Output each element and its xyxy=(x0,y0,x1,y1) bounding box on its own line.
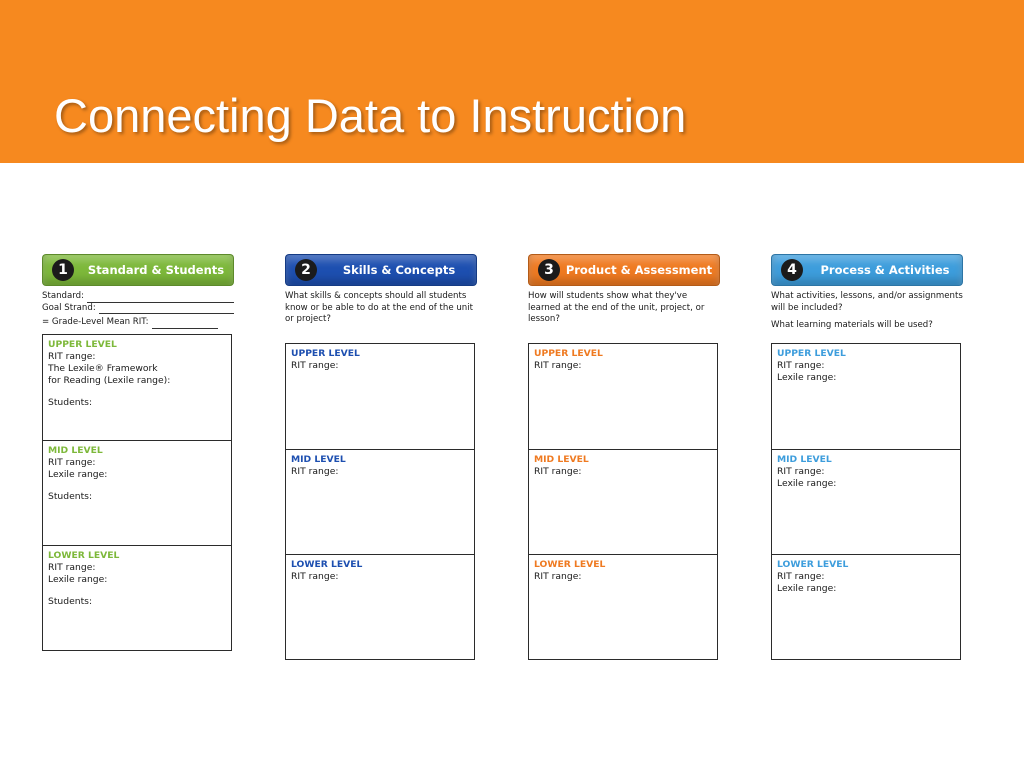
students-label: Students: xyxy=(48,397,93,408)
step-header-standard-students xyxy=(42,254,234,286)
column-prompt xyxy=(285,291,477,343)
column-prompt xyxy=(771,291,963,343)
rit-range-label: RIT range: xyxy=(291,571,339,582)
lower-level-cell xyxy=(286,554,474,659)
students-label: Students: xyxy=(48,596,93,607)
upper-level-title: UPPER LEVEL xyxy=(48,339,117,350)
students-label: Students: xyxy=(48,491,93,502)
mid-level-title: MID LEVEL xyxy=(534,454,589,465)
prompt-text: How will students show what they've learned at the end of the unit, project, or lesson? xyxy=(528,291,705,324)
lexile-range-label: Lexile range: xyxy=(48,469,108,480)
mid-level-cell xyxy=(772,449,960,554)
standard-blank xyxy=(87,294,234,303)
upper-level-title: UPPER LEVEL xyxy=(777,348,846,359)
lower-level-title: LOWER LEVEL xyxy=(48,550,120,561)
mid-level-cell xyxy=(43,440,231,545)
lexile-range-label: for Reading (Lexile range): xyxy=(48,375,171,386)
rit-range-label: RIT range: xyxy=(291,466,339,477)
goal-strand-blank xyxy=(99,305,234,314)
grade-mean-label: = Grade-Level Mean RIT: xyxy=(42,317,149,327)
step-header-product-assessment xyxy=(528,254,720,286)
upper-level-title: UPPER LEVEL xyxy=(534,348,603,359)
lower-level-title: LOWER LEVEL xyxy=(534,559,606,570)
rit-range-label: RIT range: xyxy=(777,571,825,582)
column-prompt xyxy=(528,291,720,343)
step-number-badge: 4 xyxy=(781,259,803,281)
lexile-range-label: Lexile range: xyxy=(777,583,837,594)
lexile-range-label: Lexile range: xyxy=(48,574,108,585)
lower-level-title: LOWER LEVEL xyxy=(777,559,849,570)
rit-range-label: RIT range: xyxy=(291,360,339,371)
mid-level-cell xyxy=(286,449,474,554)
step-number-badge: 2 xyxy=(295,259,317,281)
lexile-framework-label: The Lexile® Framework xyxy=(48,363,158,374)
lower-level-cell xyxy=(772,554,960,659)
goal-strand-label: Goal Strand: xyxy=(42,302,96,313)
planner-column-skills-concepts xyxy=(285,254,477,660)
upper-level-cell xyxy=(286,344,474,449)
rit-range-label: RIT range: xyxy=(534,360,582,371)
level-table xyxy=(528,343,718,660)
planner-column-standard-students xyxy=(42,254,234,651)
standard-label: Standard: xyxy=(42,291,84,301)
lexile-range-label: Lexile range: xyxy=(777,478,837,489)
lexile-range-label: Lexile range: xyxy=(777,372,837,383)
mid-level-cell xyxy=(529,449,717,554)
prompt-text: What skills & concepts should all students know or be able to do at the end of the unit or project? xyxy=(285,291,473,324)
mid-level-title: MID LEVEL xyxy=(777,454,832,465)
step-number-badge: 3 xyxy=(538,259,560,281)
upper-level-cell xyxy=(772,344,960,449)
lower-level-cell xyxy=(43,545,231,650)
upper-level-cell xyxy=(43,335,231,440)
rit-range-label: RIT range: xyxy=(48,351,96,362)
rit-range-label: RIT range: xyxy=(48,562,96,573)
planner-column-process-activities xyxy=(771,254,963,660)
slide-title: Connecting Data to Instruction xyxy=(54,89,687,142)
mid-level-title: MID LEVEL xyxy=(48,445,103,456)
upper-level-title: UPPER LEVEL xyxy=(291,348,360,359)
rit-range-label: RIT range: xyxy=(534,571,582,582)
step-header-process-activities xyxy=(771,254,963,286)
planner-column-product-assessment xyxy=(528,254,720,660)
rit-range-label: RIT range: xyxy=(48,457,96,468)
rit-range-label: RIT range: xyxy=(777,466,825,477)
rit-range-label: RIT range: xyxy=(777,360,825,371)
lower-level-cell xyxy=(529,554,717,659)
level-table xyxy=(771,343,961,660)
step-header-skills-concepts xyxy=(285,254,477,286)
step-title: Product & Assessment xyxy=(565,263,713,277)
step-number-badge: 1 xyxy=(52,259,74,281)
upper-level-cell xyxy=(529,344,717,449)
step-title: Standard & Students xyxy=(87,263,225,277)
prompt-text-materials: What learning materials will be used? xyxy=(771,320,933,330)
step-title: Process & Activities xyxy=(820,263,950,277)
level-table xyxy=(42,334,232,651)
rit-range-label: RIT range: xyxy=(534,466,582,477)
prompt-text: What activities, lessons, and/or assignments will be included? xyxy=(771,291,963,313)
mid-level-title: MID LEVEL xyxy=(291,454,346,465)
level-table xyxy=(285,343,475,660)
step-title: Skills & Concepts xyxy=(342,263,456,277)
grade-mean-blank xyxy=(152,320,218,329)
lower-level-title: LOWER LEVEL xyxy=(291,559,363,570)
